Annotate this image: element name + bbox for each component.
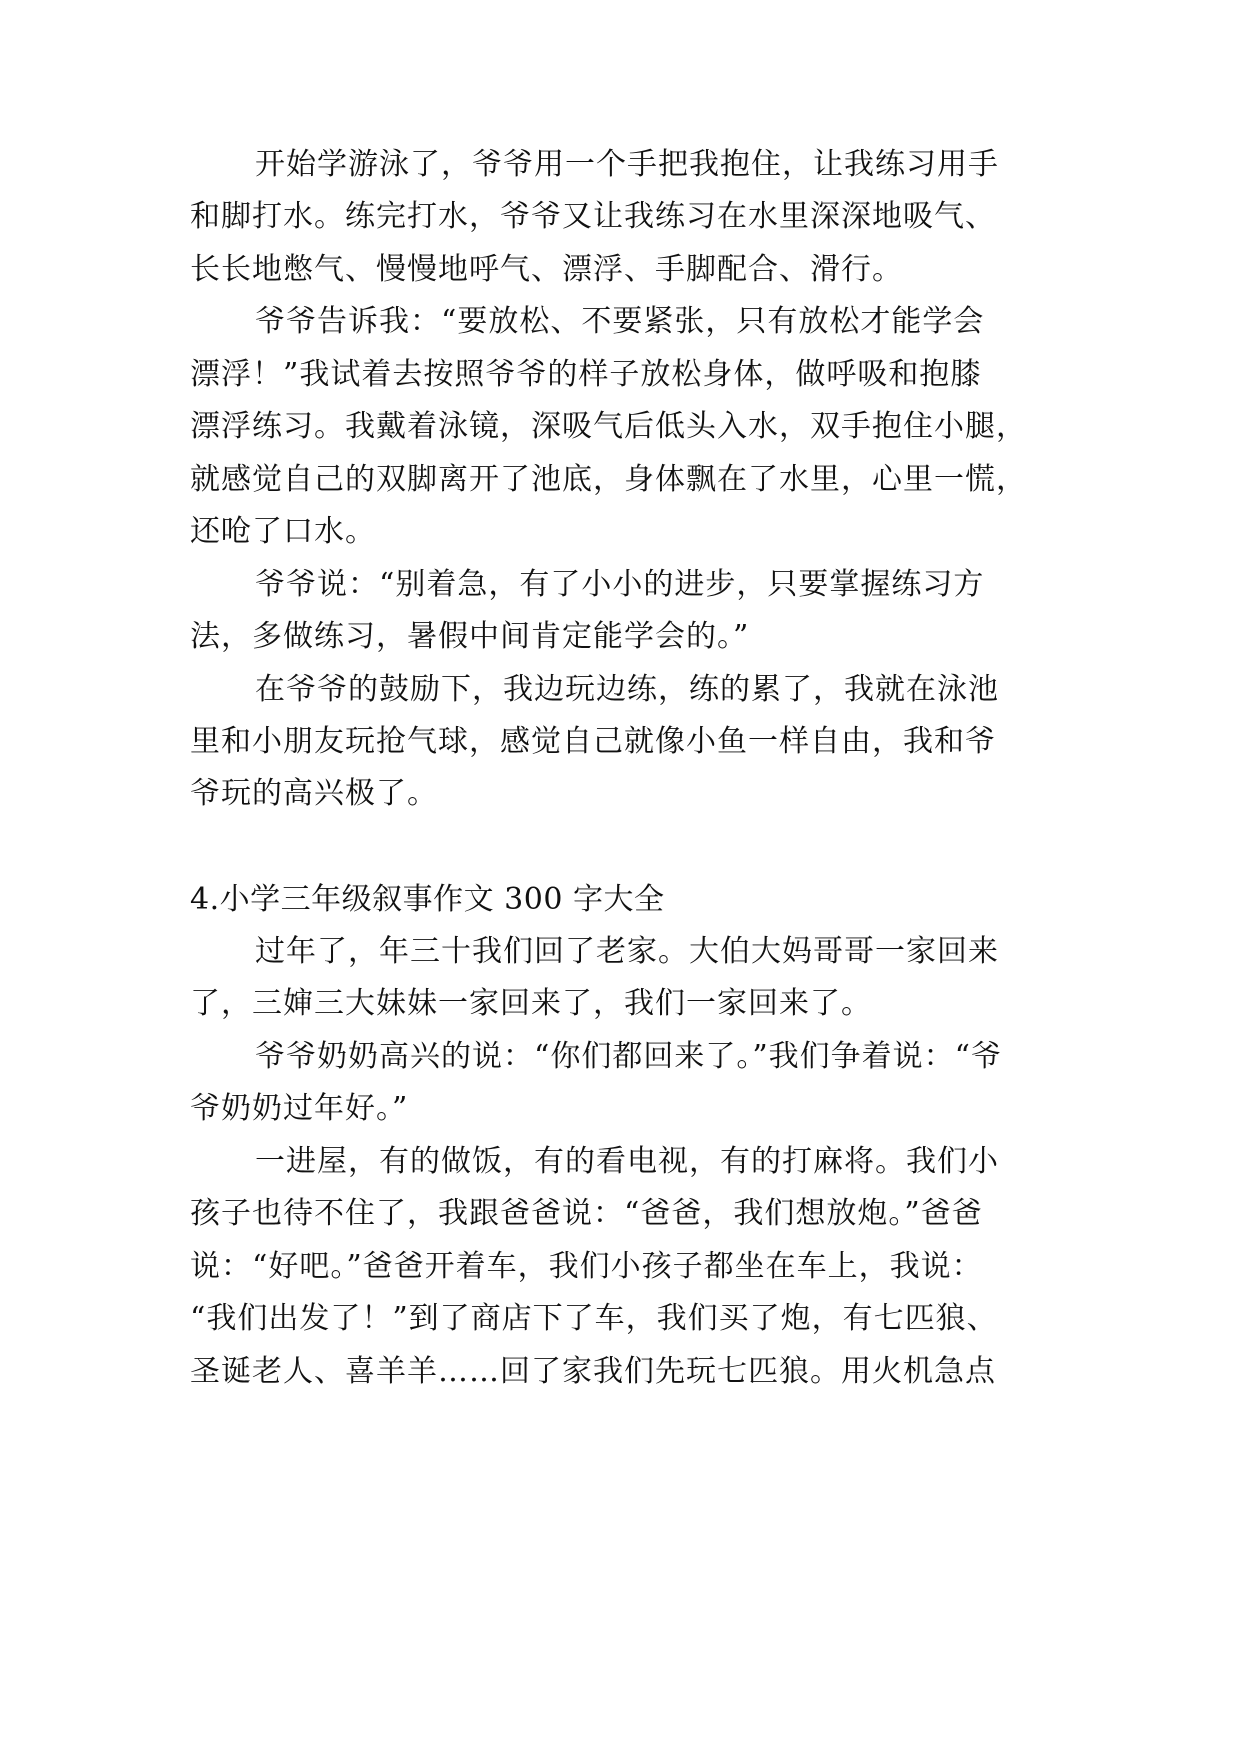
paragraph-line: 开始学游泳了，爷爷用一个手把我抱住，让我练习用手	[255, 147, 999, 182]
paragraph-line: 爷奶奶过年好。”	[190, 1091, 409, 1126]
paragraph-line: 漂浮！”我试着去按照爷爷的样子放松身体，做呼吸和抱膝	[190, 357, 982, 392]
paragraph-line: “我们出发了！”到了商店下了车，我们买了炮，有七匹狼、	[190, 1301, 998, 1336]
paragraph-line: 长长地憋气、慢慢地呼气、漂浮、手脚配合、滑行。	[190, 252, 903, 287]
paragraph-line: 就感觉自己的双脚离开了池底，身体飘在了水里，心里一慌，	[190, 462, 1027, 497]
paragraph-line: 圣诞老人、喜羊羊……回了家我们先玩七匹狼。用火机急点	[190, 1354, 996, 1389]
paragraph-line: 一进屋，有的做饭，有的看电视，有的打麻将。我们小	[255, 1144, 999, 1179]
paragraph-line: 爷爷说：“别着急，有了小小的进步，只要掌握练习方	[255, 567, 985, 602]
paragraph-line: 漂浮练习。我戴着泳镜，深吸气后低头入水，双手抱住小腿，	[190, 409, 1027, 444]
section-heading: 4.小学三年级叙事作文 300 字大全	[190, 882, 665, 917]
paragraph-line: 孩子也待不住了，我跟爸爸说：“爸爸，我们想放炮。”爸爸	[190, 1196, 983, 1231]
paragraph-line: 还呛了口水。	[190, 514, 376, 549]
paragraph-line: 爷玩的高兴极了。	[190, 776, 438, 811]
paragraph-line: 了，三婶三大妹妹一家回来了，我们一家回来了。	[190, 986, 872, 1021]
paragraph-line: 法，多做练习，暑假中间肯定能学会的。”	[190, 619, 750, 654]
paragraph-line: 爷爷告诉我：“要放松、不要紧张，只有放松才能学会	[255, 304, 985, 339]
paragraph-line: 里和小朋友玩抢气球，感觉自己就像小鱼一样自由，我和爷	[190, 724, 996, 759]
paragraph-line: 说：“好吧。”爸爸开着车，我们小孩子都坐在车上，我说：	[190, 1249, 983, 1284]
paragraph-line: 和脚打水。练完打水，爷爷又让我练习在水里深深地吸气、	[190, 199, 996, 234]
paragraph-line: 在爷爷的鼓励下，我边玩边练，练的累了，我就在泳池	[255, 672, 999, 707]
paragraph-line: 爷爷奶奶高兴的说：“你们都回来了。”我们争着说：“爷	[255, 1039, 1003, 1074]
paragraph-line: 过年了，年三十我们回了老家。大伯大妈哥哥一家回来	[255, 934, 999, 969]
